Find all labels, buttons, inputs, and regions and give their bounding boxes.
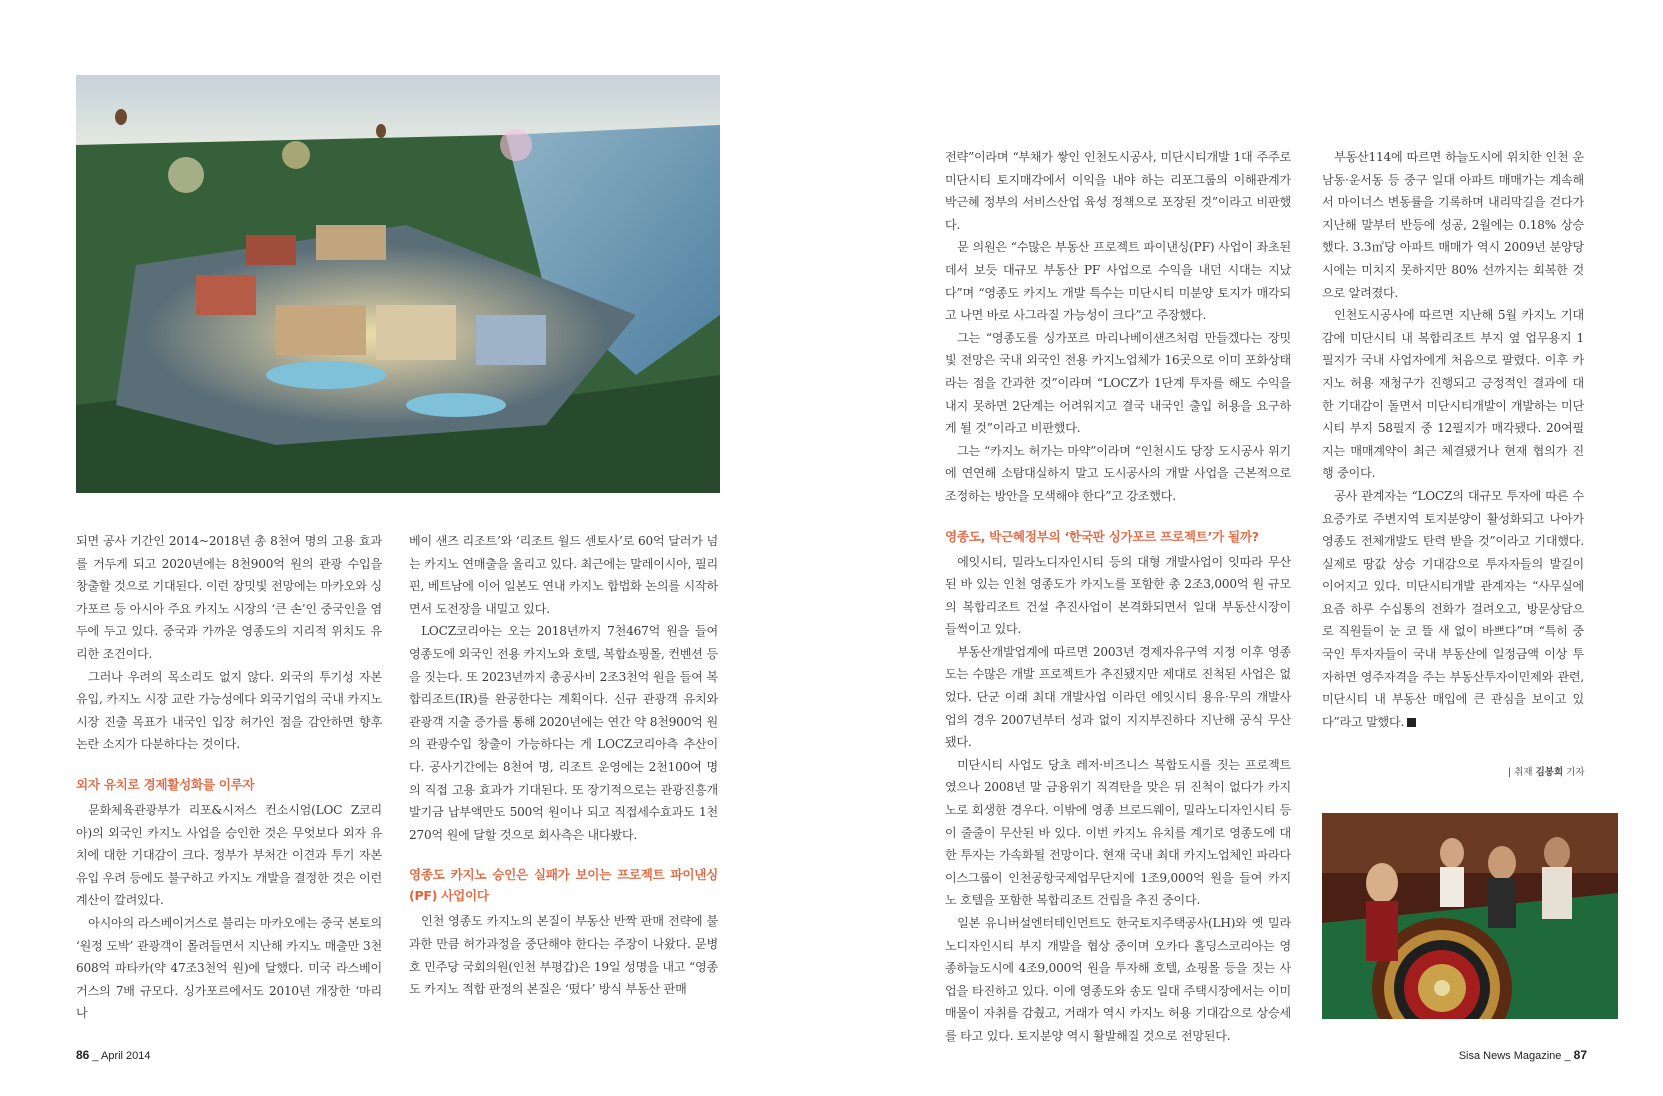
right-col-2 — [1322, 146, 1584, 733]
paragraph: 그는 “카지노 허가는 마약”이라며 “인천시도 당장 도시공사 위기에 연연해 소탐대실하지 말고 도시공사의 개발 사업을 근본적으로 조정하는 방안을 모색해야 한다”고 강조했다. — [945, 443, 1291, 503]
right-folio — [1459, 1048, 1587, 1062]
paragraph: 부동산114에 따르면 하늘도시에 위치한 인천 운남동·운서동 등 중구 일대 아파트 매매가는 계속해서 마이너스 변동률을 기록하며 내리막길을 걷다가 지난해 말부터 반등에 성공, 2월에는 0.18% 상승했다. 3.3㎡당 아파트 매매가 역시 2009년 분양당시에는 미치지 못하지만 80% 선까지는 회복한 것으로 알려졌다. — [1322, 150, 1584, 300]
byline — [1508, 764, 1585, 778]
paragraph: LOCZ코리아는 오는 2018년까지 7천467억 원을 들여 영종도에 외국인 전용 카지노와 호텔, 복합쇼핑몰, 컨벤션 등을 짓는다. 또 2023년까지 총공사비 2조3천억 원을 들여 복합리조트(IR)를 완공한다는 계획이다. 신규 관광객 유치와 관광객 지출 증가를 통해 2020년에는 연간 약 8천900억 원의 관광수입 창출이 가능하다는 게 LOCZ코리아측 추산이다. 공사기간에는 8천여 명, 리조트 운영에는 2천100여 명의 직접 고용 효과가 기대된다. 또 장기적으로는 관광진흥개발기금 납부액만도 500억 원이나 되고 직접세수효과도 1천270억 원에 달할 것으로 회사측은 내다봤다. — [409, 624, 718, 842]
paragraph — [1322, 485, 1584, 734]
folio-text: _ April 2014 — [92, 1050, 151, 1062]
end-mark-icon: S — [1407, 718, 1416, 727]
paragraph: 부동산개발업계에 따르면 2003년 경제자유구역 지정 이후 영종도는 수많은 개발 프로젝트가 추진됐지만 제대로 진척된 사업은 없었다. 단군 이래 최대 개발사업 이라던 에잇시티 용유·무의 개발사업의 경우 2007년부터 성과 없이 지지부진하다 지난해 공식 무산됐다. — [945, 644, 1291, 750]
paragraph: 미단시티 사업도 당초 레저·비즈니스 복합도시를 짓는 프로젝트였으나 2008년 말 금융위기 직격탄을 맞은 뒤 진척이 없다가 카지노로 회생한 경우다. 이밖에 영종 브로드웨이, 밀라노디자인시티 등이 줄줄이 무산된 바 있다. 이번 카지노 유치를 계기로 영종도에 대한 투자는 가속화될 전망이다. 현재 국내 최대 카지노업체인 파라다이스그룹이 인천공항국제업무단지에 1조9,000억 원을 들여 카지노 호텔을 포함한 복합리조트 건립을 추진 중이다. — [945, 757, 1291, 908]
section-heading: 외자 유치로 경제활성화를 이루자 — [76, 776, 255, 792]
paragraph: 아시아의 라스베이거스로 불리는 마카오에는 중국 본토의 ‘원정 도박’ 관광객이 몰려들면서 지난해 카지노 매출만 3천608억 파타카(약 47조3천억 원)에 달했다. 미국 라스베이거스의 7배 규모다. 싱가포르에서도 2010년 개장한 ‘마리나 — [76, 915, 382, 1021]
page-number: 86 — [76, 1048, 90, 1062]
paragraph: 일본 유니버설엔터테인먼트도 한국토지주택공사(LH)와 옛 밀라노디자인시티 부지 개발을 협상 중이며 오카다 홀딩스코리아는 영종하늘도시에 4조9,000억 원을 투자해 호텔, 쇼핑몰 등을 짓는 사업을 타진하고 있다. 이에 영종도와 송도 일대 주택시장에서는 이미 매물이 자취를 감췄고, 거래가 역시 카지노 허용 기대감으로 상승세를 타고 있다. 토지분양 역시 활발해질 것으로 전망된다. — [945, 916, 1291, 1043]
resort-aerial-image — [76, 75, 720, 493]
casino-photo — [1322, 813, 1618, 1019]
paragraph-text: 공사 관계자는 “LOCZ의 대규모 투자에 따른 수요증가로 주변지역 토지분양이 활성화되고 나아가 영종도 전체개발도 탄력 받을 것”이라고 기대했다. 실제로 땅값 상승 기대감으로 투자자들의 발길이 이어지고 있다. 미단시티개발 관계자는 “사무실에 요즘 하루 수십통의 전화가 걸려오고, 방문상담으로 직원들이 눈 코 뜰 새 없이 바쁘다”며 “특히 중국인 투자자들이 국내 부동산에 일정금액 이상 투자하면 영주자격을 주는 부동산투자이민제와 관련, 미단시티 내 부동산 매입에 큰 관심을 보이고 있다”라고 말했다. — [1322, 488, 1584, 729]
paragraph: 문 의원은 “수많은 부동산 프로젝트 파이낸싱(PF) 사업이 좌초된 데서 보듯 대규모 부동산 PF 사업으로 수익을 내던 시대는 지났다”며 “영종도 카지노 개발 특수는 미단시티 미분양 토지가 매각되고 나면 바로 사그라질 가능성이 크다”고 주장했다. — [945, 240, 1291, 323]
byline-label: | 취재 — [1508, 767, 1533, 778]
left-folio — [76, 1048, 151, 1062]
paragraph: 그는 “영종도를 싱가포르 마리나베이샌즈처럼 만들겠다는 장밋빛 전망은 국내 외국인 전용 카지노업체가 16곳으로 이미 포화상태라는 점을 간과한 것”이라며 “LOCZ가 1단계 투자를 해도 수익을 내지 못하면 2단계는 어려워지고 결국 내국인 출입 허용을 요구하게 될 것”이라고 비판했다. — [945, 330, 1291, 436]
section-heading: 영종도 카지노 승인은 실패가 보이는 프로젝트 파이낸싱(PF) 사업이다 — [409, 867, 718, 904]
byline-name: 김봉희 — [1535, 767, 1564, 778]
paragraph: 인천도시공사에 따르면 지난해 5월 카지노 기대감에 미단시티 내 복합리조트 부지 옆 업무용지 1필지가 국내 사업자에게 처음으로 팔렸다. 이후 카지노 허용 재청구가 진행되고 긍정적인 결과에 대한 기대감이 돌면서 미단시티개발이 개발하는 미단시티 부지 58필지 중 12필지가 매각됐다. 20여필지는 매매계약이 최근 체결됐거나 현재 협의가 진행 중이다. — [1322, 308, 1584, 481]
paragraph: 베이 샌즈 리조트’와 ‘리조트 월드 센토사’로 60억 달러가 넘는 카지노 연매출을 올리고 있다. 최근에는 말레이시아, 필리핀, 베트남에 이어 일본도 연내 카지노 합법화 논의를 시작하면서 도전장을 내밀고 있다. — [409, 534, 718, 616]
paragraph: 전략”이라며 “부채가 쌓인 인천도시공사, 미단시티개발 1대 주주로 미단시티 토지매각에서 이익을 내야 하는 리포그룹의 이해관계가 박근혜 정부의 서비스산업 육성 정책으로 포장된 것”이라고 비판했다. — [945, 150, 1291, 232]
paragraph: 그러나 우려의 목소리도 없지 않다. 외국의 투기성 자본 유입, 카지노 시장 교란 가능성에다 외국기업의 국내 카지노 시장 진출 목표가 내국인 입장 허가인 점을 감안하면 향후 논란 소지가 다분하다는 것이다. — [76, 669, 382, 752]
paragraph: 문화체육관광부가 리포&시저스 컨소시엄(LOC Z코리아)의 외국인 카지노 사업을 승인한 것은 무엇보다 외자 유치에 대한 기대감이 크다. 정부가 부처간 이견과 투기 자본 유입 우려 등에도 불구하고 카지노 개발을 결정한 것은 이런 계산이 깔려있다. — [76, 802, 382, 908]
page-number: 87 — [1573, 1048, 1587, 1062]
paragraph: 에잇시티, 밀라노디자인시티 등의 대형 개발사업이 잇따라 무산된 바 있는 인천 영종도가 카지노를 포함한 총 2조3,000억 원 규모의 복합리조트 건설 추진사업이 본격화되면서 일대 부동산시장이 들썩이고 있다. — [945, 554, 1291, 637]
byline-role: 기자 — [1566, 767, 1585, 778]
paragraph: 인천 영종도 카지노의 본질이 부동산 반짝 판매 전략에 불과한 만큼 허가과정을 중단해야 한다는 주장이 나왔다. 문병호 민주당 국회의원(인천 부평갑)은 19일 성명을 내고 “영종도 카지노 적합 판정의 본질은 ‘떴다’ 방식 부동산 판매 — [409, 914, 718, 997]
section-heading: 영종도, 박근혜정부의 ‘한국판 싱가포르 프로젝트’가 될까? — [945, 528, 1259, 544]
folio-text: Sisa News Magazine _ — [1458, 1050, 1571, 1062]
paragraph: 되면 공사 기간인 2014~2018년 총 8천여 명의 고용 효과를 거두게 되고 2020년에는 8천900억 원의 관광 수입을 창출할 것으로 기대된다. 이런 장밋빛 전망에는 마카오와 싱가포르 등 아시아 주요 카지노 시장의 ‘큰 손’인 중국인을 염두에 두고 있다. 중국과 가까운 영종도의 지리적 위치도 유리한 조건이다. — [76, 534, 382, 661]
right-col-1 — [945, 146, 1291, 1048]
left-col-1 — [76, 530, 382, 1025]
left-col-2 — [409, 530, 718, 1001]
